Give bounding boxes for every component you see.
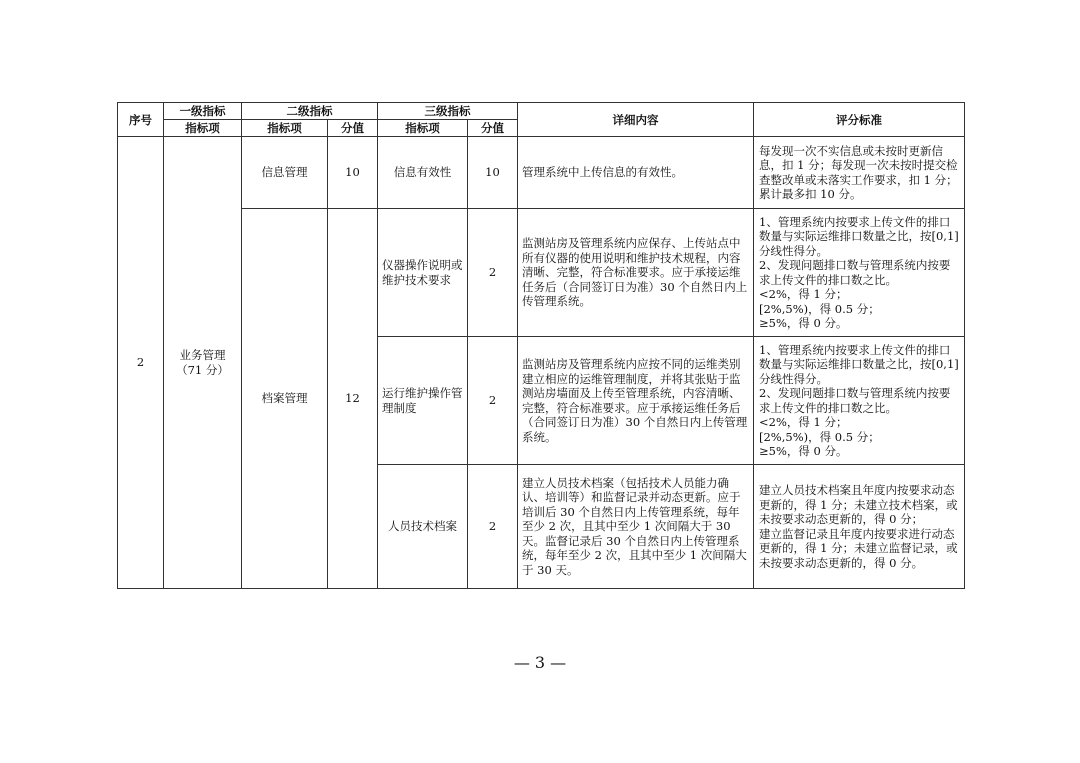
header-level2-score: 分值 bbox=[328, 120, 378, 137]
row-l2-score: 12 bbox=[328, 209, 378, 589]
row-l3-name: 仪器操作说明或维护技术要求 bbox=[378, 209, 468, 337]
row-l3-score: 2 bbox=[468, 465, 518, 589]
row-l3-name: 信息有效性 bbox=[378, 137, 468, 209]
table-row bbox=[118, 137, 965, 209]
row-l3-score: 2 bbox=[468, 209, 518, 337]
header-row-1 bbox=[118, 103, 965, 120]
header-level1-item: 指标项 bbox=[164, 120, 242, 137]
header-level2: 二级指标 bbox=[242, 103, 378, 120]
group-seq: 2 bbox=[118, 137, 164, 589]
row-l2-name: 档案管理 bbox=[242, 209, 328, 589]
row-criteria: 1、管理系统内按要求上传文件的排口数量与实际运维排口数量之比，按[0,1]分线性得分。 2、发现问题排口数与管理系统内按要求上传文件的排口数之比。 <2%，得 1 分； [2%,5%)，得 0.5 分； ≥5%，得 0 分。 bbox=[754, 209, 965, 337]
indicator-table bbox=[117, 102, 965, 589]
row-criteria: 每发现一次不实信息或未按时更新信息，扣 1 分；每发现一次未按时提交检查整改单或未落实工作要求，扣 1 分；累计最多扣 10 分。 bbox=[754, 137, 965, 209]
header-level3-item: 指标项 bbox=[378, 120, 468, 137]
header-level3: 三级指标 bbox=[378, 103, 518, 120]
group-level1-name: 业务管理 （71 分） bbox=[164, 137, 242, 589]
row-detail: 监测站房及管理系统内应保存、上传站点中所有仪器的使用说明和维护技术规程，内容清晰、完整，符合标准要求。应于承接运维任务后（合同签订日为准）30 个自然日内上传管理系统。 bbox=[518, 209, 754, 337]
row-detail: 建立人员技术档案（包括技术人员能力确认、培训等）和监督记录并动态更新。应于培训后 30 个自然日内上传管理系统，每年至少 2 次，且其中至少 1 次间隔大于 30 天。监督记录后 30 个自然日内上传管理系统，每年至少 2 次，且其中至少 1 次间隔大于 30 天。 bbox=[518, 465, 754, 589]
row-l3-name: 运行维护操作管理制度 bbox=[378, 337, 468, 465]
row-l3-score: 10 bbox=[468, 137, 518, 209]
table-row bbox=[118, 209, 965, 337]
header-level1: 一级指标 bbox=[164, 103, 242, 120]
header-seq: 序号 bbox=[118, 103, 164, 137]
header-level2-item: 指标项 bbox=[242, 120, 328, 137]
row-detail: 监测站房及管理系统内应按不同的运维类别建立相应的运维管理制度，并将其张贴于监测站房墙面及上传至管理系统，内容清晰、完整，符合标准要求。应于承接运维任务后（合同签订日为准）30 个自然日内上传管理系统。 bbox=[518, 337, 754, 465]
header-level3-score: 分值 bbox=[468, 120, 518, 137]
row-criteria: 建立人员技术档案且年度内按要求动态更新的，得 1 分；未建立技术档案，或未按要求动态更新的，得 0 分； 建立监督记录且年度内按要求进行动态更新的，得 1 分；未建立监督记录，或未按要求动态更新的，得 0 分。 bbox=[754, 465, 965, 589]
row-l2-score: 10 bbox=[328, 137, 378, 209]
row-criteria: 1、管理系统内按要求上传文件的排口数量与实际运维排口数量之比，按[0,1]分线性得分。 2、发现问题排口数与管理系统内按要求上传文件的排口数之比。 <2%，得 1 分； [2%,5%)，得 0.5 分； ≥5%，得 0 分。 bbox=[754, 337, 965, 465]
page-number: — 3 — bbox=[513, 653, 567, 672]
header-detail: 详细内容 bbox=[518, 103, 754, 137]
row-l3-score: 2 bbox=[468, 337, 518, 465]
row-detail: 管理系统中上传信息的有效性。 bbox=[518, 137, 754, 209]
row-l2-name: 信息管理 bbox=[242, 137, 328, 209]
row-l3-name: 人员技术档案 bbox=[378, 465, 468, 589]
header-criteria: 评分标准 bbox=[754, 103, 965, 137]
